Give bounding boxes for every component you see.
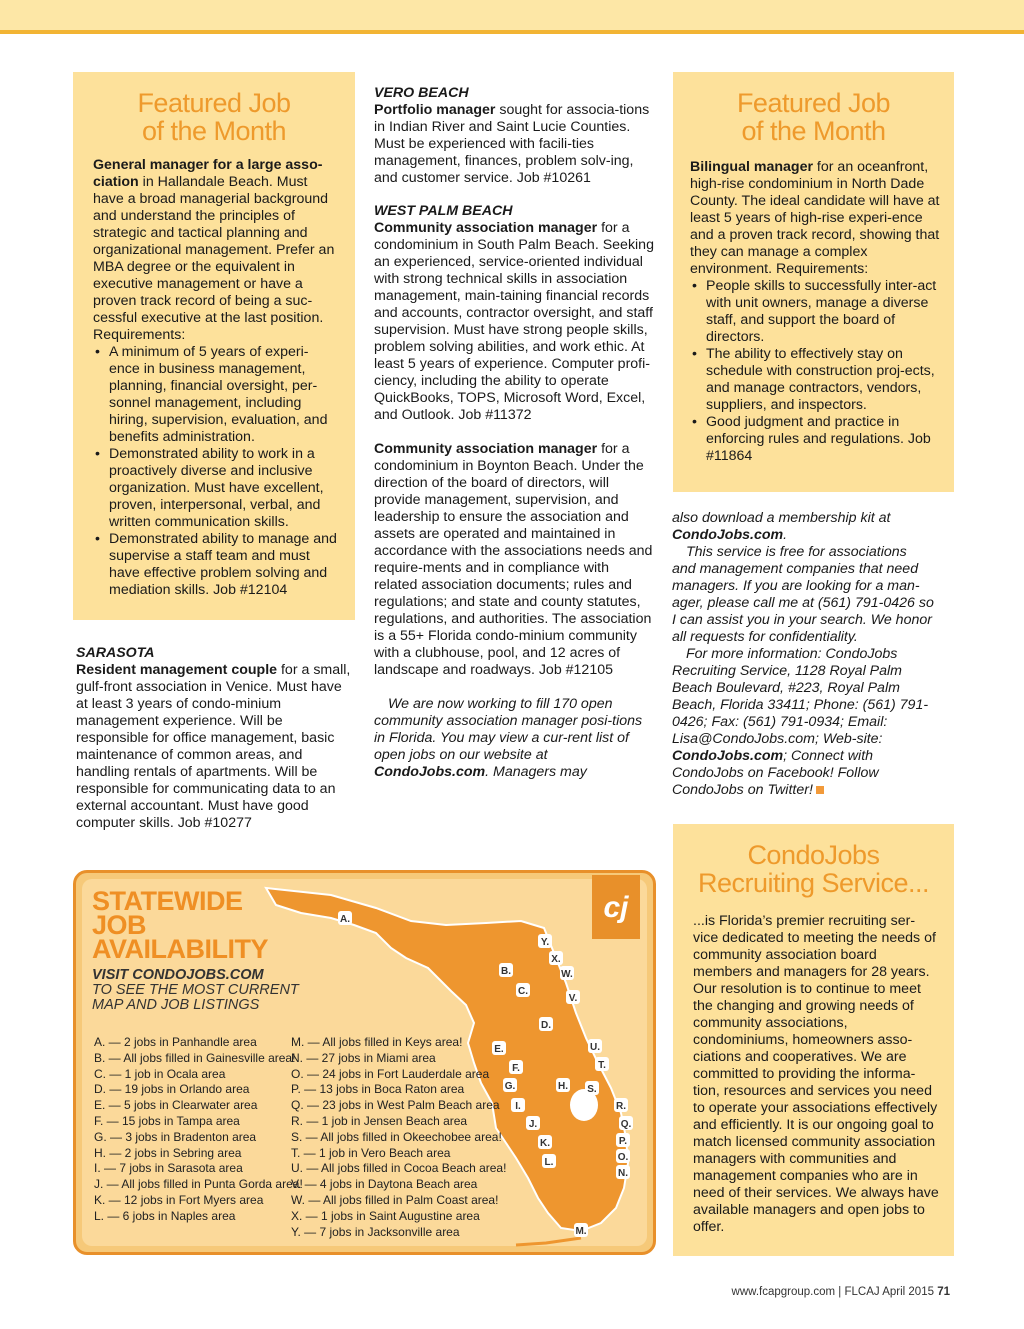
legend-item: L. — 6 jobs in Naples area [94,1208,236,1223]
legend-item: Q. — 23 jobs in West Palm Beach area [291,1098,500,1113]
pin-P [616,1133,630,1147]
svg-text:W.: W. [561,969,573,980]
svg-text:V.: V. [568,993,578,1004]
svg-text:U.: U. [590,1042,600,1053]
pin-N [616,1165,630,1179]
pin-V [566,990,580,1004]
legend-item: O. — 24 jobs in Fort Lauderdale area [291,1066,490,1081]
legend-item: N. — 27 jobs in Miami area [291,1050,436,1065]
featured-job-box-right [673,72,954,492]
svg-text:P.: P. [618,1136,628,1147]
svg-text:S.: S. [587,1084,597,1095]
svg-text:N.: N. [618,1168,628,1179]
page-footer: www.fcapgroup.com | FLCAJ April 2015 71 [731,1286,950,1298]
top-banner-bar [0,0,1024,34]
right-column-text: also download a membership kit at CondoJobs.com. This service is free for associations and management companies that need managers. If you are looking for a man-ager, please call me at (561) 791-0426 so I can assist you in your search. We honor all requests for confidentiality. For more information: CondoJobs Recruiting Service, 1128 Royal Palm Beach Boulevard, #223, Royal Palm Beach, Florida 33411; Phone: (561) 791-0426; Fax: (561) 791-0934; Email: Lisa@CondoJobs.com; Web-site: CondoJobs.com; Connect with CondoJobs on Facebook! Follow CondoJobs on Twitter! [672,510,934,798]
svg-text:A.: A. [340,914,350,925]
recruiting-service-title: CondoJobs Recruiting Service... [697,840,930,898]
legend-item: X. — 1 jobs in Saint Augustine area [291,1208,480,1223]
pin-M [574,1223,588,1237]
website-link[interactable]: CondoJobs.com [374,764,486,780]
svg-text:B.: B. [501,966,511,977]
legend-item: M. — All jobs filled in Keys area! [291,1035,463,1049]
list-item: • Good judgment and practice in enforcing rules and regulations. Job #11864 [706,414,940,465]
pin-C [516,983,530,997]
svg-text:X.: X. [551,954,561,965]
city-heading: VERO BEACH [374,85,469,101]
page-number: 71 [937,1286,950,1298]
legend-item: U. — All jobs filled in Cocoa Beach area! [291,1161,507,1176]
legend-item: T. — 1 job in Vero Beach area [291,1145,451,1160]
svg-text:J.: J. [528,1119,538,1130]
florida-keys [516,1238,581,1245]
svg-text:G.: G. [504,1081,516,1092]
svg-text:M.: M. [575,1226,587,1237]
pin-K [538,1135,552,1149]
list-item: • Demonstrated ability to manage and supervise a staff team and must have effective problem solving and mediation skills. Job #12104 [109,531,339,599]
pin-J [526,1116,540,1130]
city-heading: SARASOTA [76,645,155,661]
legend-item: G. — 3 jobs in Bradenton area [94,1129,257,1144]
recruiting-service-box [673,824,954,1256]
list-item: • The ability to effectively stay on schedule with construction proj-ects, and manage contractors, vendors, suppliers, and inspectors. [706,346,940,414]
pin-D [539,1017,553,1031]
svg-text:E.: E. [494,1044,504,1055]
pin-H [556,1078,570,1092]
footer-date: April 2015 [882,1286,934,1298]
website-link[interactable]: CondoJobs.com [672,748,784,764]
legend-item: A. — 2 jobs in Panhandle area [94,1035,257,1049]
cj-logo-text: cj [603,891,629,924]
city-heading: WEST PALM BEACH [374,203,513,219]
svg-text:Y.: Y. [540,937,550,948]
svg-text:L.: L. [544,1157,554,1168]
requirements-list [690,278,940,465]
svg-text:F.: F. [512,1063,520,1074]
legend-item: C. — 1 job in Ocala area [94,1066,226,1081]
legend-item: P. — 13 jobs in Boca Raton area [291,1082,465,1097]
pin-F [509,1060,523,1074]
middle-column: VERO BEACH Portfolio manager sought for associa-tions in Indian River and Saint Lucie Counties. Must be experienced with facili-ties management, finances, problem solv-ing, and customer service. Job #10261 WEST PALM BEACH Community association manager for a condominium in South Palm Beach. Seeking an experienced, service-oriented individual with strong technical skills in association management, main-taining financial records and accounts, contractor oversight, and staff supervision. Must have strong people skills, problem solving abilities, and work ethic. At least 5 years of experience. Computer profi-ciency, including the ability to operate QuickBooks, TOPS, Microsoft Word, Excel, and Outlook. Job #11372 Community association manager for a condominium in Boynton Beach. Under the direction of the board of directors, will provide management, supervision, and leadership to ensure the association and assets are operated and maintained in accordance with the associations needs and require-ments and in compliance with related association documents; rules and regulations; and state and county statutes, regulations, and authorities. The association is a 55+ Florida condo-minium community with a clubhouse, pool, and 12 acres of landscape and roadways. Job #12105 We are now working to fill 170 open community association manager posi-tions in Florida. You may view a cur-rent list of open jobs on our website at CondoJobs.com. Managers may [374,85,654,780]
legend-left [94,1035,303,1225]
end-mark-icon [816,786,824,794]
svg-text:T.: T. [598,1060,606,1071]
pin-I [511,1098,525,1112]
legend-item: V. — 4 jobs in Daytona Beach area [291,1177,478,1192]
footer-publication: FLCAJ [844,1286,880,1298]
job-title-bold: General manager for a large asso-ciation [93,157,323,190]
legend-item: S. — All jobs filled in Okeechobee area! [291,1129,502,1144]
svg-text:H.: H. [558,1081,568,1092]
legend-item: E. — 5 jobs in Clearwater area [94,1098,258,1113]
legend-item: W. — All jobs filled in Palm Coast area! [291,1192,499,1207]
featured-job-body-right: Bilingual manager for an oceanfront, high-rise condominium in North Dade County. The ideal candidate will have at least 5 years of high-rise experi-ence and a proven track record, showing that they can manage a complex environment. Requirements: • People skills to successfully inter-act with unit owners, manage a diverse staff, and support the board of directors. • The ability to effectively stay on schedule with construction proj-ects, and manage contractors, vendors, suppliers, and inspectors. • Good judgment and practice in enforcing rules and regulations. Job #11864 [690,159,940,465]
pin-U [588,1039,602,1053]
svg-text:I.: I. [515,1101,521,1112]
pin-X [549,951,563,965]
pin-R [614,1098,628,1112]
legend-item: R. — 1 job in Jensen Beach area [291,1113,468,1128]
sarasota-listing: SARASOTA Resident management couple for a small, gulf-front association in Venice. Must have at least 3 years of condo-minium management experience. Will be responsible for office management, basic maintenance of common areas, and handling rentals of apartments. Will be responsible for communicating data to an external accountant. Must have good computer skills. Job #10277 [76,645,351,831]
legend-item: J. — All jobs filled in Punta Gorda area! [94,1177,303,1192]
legend-item: B. — All jobs filled in Gainesville area! [94,1050,296,1065]
legend-right [291,1035,506,1240]
pin-Y [538,934,552,948]
closing-paragraph: We are now working to fill 170 open community association manager posi-tions in Florida. You may view a cur-rent list of open jobs on our website at CondoJobs.com. Managers may [374,696,643,780]
pin-A [338,911,352,925]
featured-job-box-left [73,72,355,620]
list-item: • A minimum of 5 years of experi-ence in business management, planning, financial oversight, per-sonnel management, including hiring, supervision, evaluation, and benefits administration. [109,344,339,446]
svg-text:K.: K. [540,1138,550,1149]
featured-job-title-left: Featured Job of the Month [137,88,291,146]
map-title: STATEWIDE JOB AVAILABILITY [92,886,268,964]
svg-text:R.: R. [616,1101,626,1112]
pin-L [542,1154,556,1168]
website-link[interactable]: CondoJobs.com [672,527,784,543]
legend-item: F. — 15 jobs in Tampa area [94,1113,240,1128]
pin-O [616,1149,630,1163]
list-item: • People skills to successfully inter-act with unit owners, manage a diverse staff, and support the board of directors. [706,278,940,346]
statewide-map-panel [73,870,656,1255]
pin-B [499,963,513,977]
map-subtitle: VISIT CONDOJOBS.COM TO SEE THE MOST CURRENT MAP AND JOB LISTINGS [92,967,299,1013]
svg-text:O.: O. [617,1152,629,1163]
pin-T [595,1057,609,1071]
svg-text:C.: C. [518,986,528,997]
svg-text:D.: D. [541,1020,551,1031]
legend-item: K. — 12 jobs in Fort Myers area [94,1192,264,1207]
legend-item: Y. — 7 jobs in Jacksonville area [291,1224,460,1239]
requirements-list [93,344,339,599]
pin-S [585,1081,599,1095]
job-title-bold: Bilingual manager [690,159,813,175]
recruiting-service-body: ...is Florida’s premier recruiting ser-vice dedicated to meeting the needs of community association board members and managers for 28 years. Our resolution is to continue to meet the changing and growing needs of community associations, condominiums, homeowners asso-ciations and cooperatives. We are committed to providing the informa-tion, resources and services you need to operate your associations effectively and efficiently. It is our ongoing goal to match licensed community association managers with communities and management companies who are in need of their services. We always have available managers and open jobs to offer. [693,913,939,1235]
legend-item: I. — 7 jobs in Sarasota area [94,1161,243,1176]
legend-item: H. — 2 jobs in Sebring area [94,1145,242,1160]
pin-Q [619,1116,633,1130]
list-item: • Demonstrated ability to work in a proactively diverse and inclusive organization. Must have excellent, proven, interpersonal, verbal, and written communication skills. [109,446,339,531]
footer-site[interactable]: www.fcapgroup.com [731,1286,836,1298]
featured-job-body-left: General manager for a large asso-ciation in Hallandale Beach. Must have a broad managerial background and understand the principles of strategic and tactical planning and organizational management. Prefer an MBA degree or the equivalent in executive management or have a proven track record of being a suc-cessful executive at the last position. Requirements: • A minimum of 5 years of experi-ence in business management, planning, financial oversight, per-sonnel management, including hiring, supervision, evaluation, and benefits administration. • Demonstrated ability to work in a proactively diverse and inclusive organization. Must have excellent, proven, interpersonal, verbal, and written communication skills. • Demonstrated ability to manage and supervise a staff team and must have effective problem solving and mediation skills. Job #12104 [93,157,339,599]
legend-item: D. — 19 jobs in Orlando area [94,1082,250,1097]
svg-text:Q.: Q. [620,1119,632,1130]
pin-W [560,966,574,980]
featured-job-title-right: Featured Job of the Month [736,88,891,146]
